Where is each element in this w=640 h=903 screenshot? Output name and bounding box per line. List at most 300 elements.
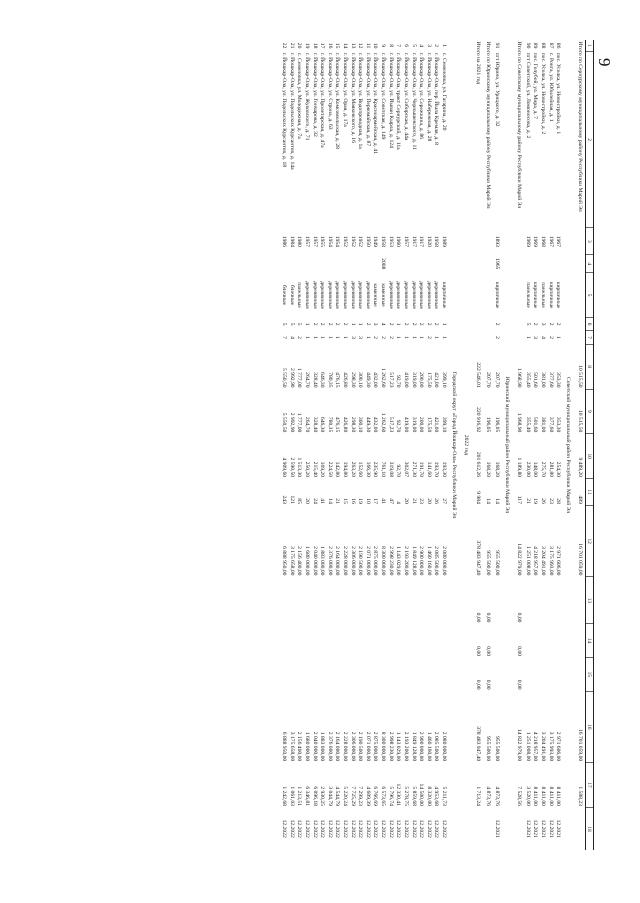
table-cell: 2 998 230,00 [387,731,394,762]
table-cell: 2 998 230,00 [387,546,394,576]
column-number: 8 [585,344,593,389]
table-cell: 12.2021 [524,819,531,838]
table-cell: 2008 [380,258,387,270]
column-number: 7 [585,331,593,344]
table-cell [440,255,448,273]
table-cell: 47 [387,498,394,504]
table-cell [547,624,555,658]
table-cell: 5 550,50 [281,367,288,388]
table-cell: 1957 [311,235,318,247]
table-cell: 1 [524,336,531,339]
table-cell: 5 550,50 [281,412,288,433]
table-cell: 2 930,25 [319,786,326,806]
table-cell: 1 [319,336,326,339]
table-cell: 1989 [440,235,447,247]
table-cell: 1952 [342,235,349,247]
table-cell: 1952 [357,235,364,247]
table-row [371,40,379,850]
table-cell: 955 500,00 [494,550,501,576]
table-cell: 12.2021 [494,819,501,838]
table-cell: деревянные [425,281,432,310]
table-cell: 86 [555,42,562,49]
table-cell [440,658,448,692]
table-cell: 12.2022 [326,819,333,838]
table-cell: 1949 [372,235,379,247]
table-cell [531,577,539,624]
table-cell: 2 085 500,00 [433,546,440,576]
column-number: 12 [585,505,593,577]
table-cell [280,577,288,624]
total-cell [483,317,493,330]
table-cell [311,658,319,692]
table-cell [425,624,433,658]
table-row [379,40,387,850]
table-row [364,40,372,850]
table-cell [554,255,562,273]
total-cell: 10 515,50 [576,365,583,388]
column-number: 1 [585,40,593,51]
table-cell: 2 [433,44,440,47]
table-cell [326,624,334,658]
table-cell: 5 859,68 [410,786,417,806]
table-cell: 92,70 [395,374,402,388]
table-cell: 501,60 [532,372,539,388]
table-cell [341,658,349,692]
table-cell: 263,20 [349,461,356,478]
table-cell: 399,10 [440,416,447,433]
total-cell: 1 588,23 [576,786,583,806]
total-cell [574,331,585,344]
table-cell: 1 [304,322,311,326]
table-cell: 19 [304,42,311,49]
table-cell: 2 [296,336,303,339]
table-cell: 89 [532,42,539,49]
total-row [472,40,482,850]
table-cell: 449,30 [364,372,371,388]
table-cell: 8 411,00 [555,786,562,806]
table-cell: деревянные [357,281,364,310]
table-cell: 2 [425,336,432,339]
table-cell [349,658,357,692]
table-cell: 2 306 000,00 [349,546,356,576]
table-cell: 5 211,73 [440,786,447,806]
table-cell: 298,30 [349,416,356,433]
total-cell [513,228,523,255]
table-row [333,40,341,850]
table-cell: 14 [494,498,501,504]
table-cell [402,255,410,273]
table-cell: 2 228 000,00 [342,546,349,576]
table-cell: 1 [440,322,447,326]
table-cell: 12.2022 [402,819,409,838]
table-cell: 2 900 000,00 [418,546,425,576]
table-cell: 2 [555,322,562,326]
total-cell [513,807,523,850]
table-cell: 12.2022 [364,819,371,838]
table-cell: 17 [372,498,379,504]
table-cell [417,255,425,273]
table-cell: 1 849 128,00 [410,546,417,576]
table-cell: 1 061,03 [288,786,295,806]
table-cell [531,658,539,692]
table-row [410,40,418,850]
table-cell: 2 156 400,00 [296,546,303,576]
table-row [311,40,319,850]
table-cell: 12.2021 [547,819,554,838]
section-title-row [460,40,472,850]
table-cell: 166,30 [364,461,371,478]
table-cell [410,577,418,624]
address-cell: г. Йошкар-Ола, ул. Орая, д. 17a [342,52,349,127]
table-cell: 2 [372,336,379,339]
column-number: 13 [585,577,593,624]
address-cell: г. Йошкар-Ола, ул. Йыван Кырла, д. 124 [387,52,394,148]
table-cell: 1958 [380,235,387,247]
table-cell: 1 251 008,00 [524,546,531,576]
table-cell: 1953 [387,235,394,247]
table-cell: 5 [288,322,295,326]
total-cell: 0,00 [474,646,481,657]
table-cell: 2 [334,322,341,326]
address-cell: г. Йошкар-Ола, ул. Подольских Курсантов, д. 18 [281,52,288,168]
table-row [280,40,288,850]
table-cell: 12.2022 [288,819,295,838]
table-cell: 2 [326,322,333,326]
table-cell [531,255,539,273]
table-cell: 91 [494,42,501,49]
table-cell: 328,40 [311,372,318,388]
total-cell: 1 189,80 [515,457,522,478]
table-cell: деревянные [319,281,326,310]
total-cell: 378 483 947,40 [474,726,481,762]
table-cell [371,255,379,273]
table-cell: 2 080 000,00 [440,731,447,762]
table-cell: деревянные [402,281,409,310]
table-cell: 2 [418,322,425,326]
total-cell [513,273,523,318]
section-title: Советский муниципальный район Республики Марий Эл [565,376,572,513]
total-cell: 7 528,56 [515,786,522,806]
table-cell: 12.2022 [440,819,447,838]
table-cell [432,624,440,658]
total-cell [472,255,482,273]
address-cell: пос. Усолка, ул. Новостройки, д. 2 [539,52,546,135]
address-cell: г. Йошкар-Ола, ул. Советская, д. 149 [380,52,387,140]
table-cell: 12 [357,42,364,49]
table-cell [311,577,319,624]
table-cell: 2 [402,322,409,326]
table-cell: 2 376 000,00 [326,546,333,576]
table-cell [295,577,303,624]
total-cell [483,331,493,344]
table-cell: 3 175 993,00 [547,546,554,576]
table-row [524,40,532,850]
table-cell: 1965 [494,258,501,270]
table-cell [326,658,334,692]
table-cell: каменные [372,283,379,307]
table-cell: 399,10 [440,372,447,388]
total-cell [483,255,493,273]
table-cell: 353,30 [555,372,562,388]
table-cell [349,624,357,658]
table-cell: 1 [395,336,402,339]
table-cell: 1 883 000,00 [319,546,326,576]
page-number: 9 [595,58,614,67]
table-cell [417,624,425,658]
table-cell: 1 [342,336,349,339]
total-row [483,40,493,850]
total-row [574,40,585,850]
table-cell: 18 [311,42,318,49]
table-cell: 20 [304,498,311,504]
table-cell [371,577,379,624]
table-cell: деревянные [395,281,402,310]
table-cell: 1917 [418,235,425,247]
table-cell [356,658,364,692]
table-cell [394,255,402,273]
table-cell [539,658,547,692]
table-cell: деревянные [349,281,356,310]
column-number-header [585,40,593,850]
address-cell: г. Йошкар-Ола, ул. Красноармейская, д. 41 [372,52,379,155]
table-row [417,40,425,850]
total-cell [472,317,482,330]
table-cell: 1986 [281,235,288,247]
table-cell: 1969 [524,235,531,247]
table-cell [493,658,501,692]
table-cell: 281,80 [547,461,554,478]
table-cell: деревянные [334,281,341,310]
total-row [513,40,523,850]
table-cell: 254,30 [555,461,562,478]
table-cell: 780,35 [326,372,333,388]
table-cell [425,255,433,273]
column-number: 14 [585,624,593,658]
table-cell: 2 [311,322,318,326]
table-cell [554,577,562,624]
table-cell [303,577,311,624]
table-cell: 12.2022 [342,819,349,838]
table-cell: 6 888 950,00 [281,546,288,576]
table-cell: 2 875 000,00 [372,731,379,762]
table-cell: 12.2022 [380,819,387,838]
section-title-row [501,40,513,850]
table-cell: 1 [440,44,447,47]
table-cell [288,658,296,692]
table-body [280,40,593,850]
table-cell [364,658,372,692]
table-cell: 169,20 [319,461,326,478]
table-cell: 2 306 000,00 [349,731,356,762]
table-cell [341,577,349,624]
table-row [554,40,562,850]
table-cell: 12.2021 [539,819,546,838]
table-cell [303,624,311,658]
table-cell: 1 [418,336,425,339]
column-number: 10 [585,434,593,479]
table-cell: 2 900 000,00 [418,731,425,762]
table-cell [326,255,334,273]
table-cell: 300,10 [357,372,364,388]
table-row [493,40,501,850]
total-cell: 207,70 [485,372,492,388]
table-cell: 3 [532,336,539,339]
total-cell: 9 984 [474,491,481,504]
table-cell: 6 096,18 [311,786,318,806]
table-cell: деревянные [342,281,349,310]
table-cell: 168,20 [494,461,501,478]
table-cell: 377,60 [547,416,554,433]
table-cell: деревянные [326,281,333,310]
table-cell: 1967 [547,235,554,247]
table-cell: 243 [281,495,288,504]
table-cell: 5 [524,322,531,326]
total-cell: 9 489,20 [576,457,583,478]
table-cell: 1 262,60 [380,412,387,433]
address-cell: г. Йошкар-Ола, ул. Гончарова, д. 32 [311,52,318,137]
table-cell [295,658,303,692]
table-cell: 3 204 491,00 [539,546,546,576]
table-cell: 1 [395,322,402,326]
address-cell: г. Йошкар-Ола, тракт Сернурский, д. 11a [395,52,402,150]
total-cell: 0,00 [485,679,492,690]
column-number: 15 [585,658,593,692]
table-cell: 12.2022 [319,819,326,838]
table-cell: 2 [364,322,371,326]
table-cell: 121 [288,495,295,504]
table-cell: 1 [304,336,311,339]
total-cell [574,317,585,330]
total-cell: 14 822 979,00 [515,729,522,762]
table-cell: 1 [433,336,440,339]
table-cell: 1960 [395,235,402,247]
table-cell: панельные [524,282,531,308]
table-cell: 2 193 200,00 [402,731,409,762]
table-cell: 319,00 [410,372,417,388]
table-cell: 11 [364,42,371,49]
address-cell: г. Йошкар-Ола, ул. Первомайская, д. 87 [364,52,371,147]
table-cell: панельные [296,282,303,308]
table-cell: 355,40 [524,416,531,433]
table-cell: 2 071 000,00 [364,731,371,762]
table-cell [440,577,448,624]
table-cell [524,658,532,692]
table-cell: 5 796,74 [387,786,394,806]
table-cell: 2 [547,322,554,326]
table-cell: 1 143 029,00 [395,546,402,576]
table-cell [288,624,296,658]
table-row [326,40,334,850]
column-number: 17 [585,763,593,808]
table-cell: 319,00 [410,416,417,433]
table-row [531,40,539,850]
table-cell: 196,05 [494,416,501,433]
table-cell: 3 520,00 [524,786,531,806]
total-label: Итого по Сернурскому муниципальному району Республики Марий Эл [576,41,583,212]
table-cell: 3 [357,336,364,339]
address-cell: пос. Голубой, ул. Мира, д. 7 [532,52,539,119]
table-cell: деревянные [304,281,311,310]
total-cell: 0,00 [515,646,522,657]
table-cell [387,658,395,692]
total-cell: 14 822 979,00 [515,543,522,576]
table-cell: 21 [334,498,341,504]
table-cell [524,577,532,624]
table-cell: 7 [395,44,402,47]
total-cell [472,331,482,344]
table-cell [394,624,402,658]
table-cell: деревянные [433,281,440,310]
column-number: 9 [585,389,593,434]
total-cell: 489 [576,495,583,504]
capital-repair-table [280,40,594,850]
table-cell: 12.2022 [372,819,379,838]
table-cell: 646,30 [319,416,326,433]
table-cell [318,255,326,273]
table-cell: 1957 [402,235,409,247]
table-cell: 2 040 000,00 [311,546,318,576]
table-cell [371,624,379,658]
table-cell: 16 [349,498,356,504]
total-cell [483,228,493,255]
table-cell: 449,30 [364,416,371,433]
total-cell: 0,00 [474,612,481,623]
table-cell [288,255,296,273]
table-cell [402,577,410,624]
table-cell [425,577,433,624]
table-cell: 5 [410,44,417,47]
table-cell: 2 [387,336,394,339]
table-cell [432,255,440,273]
table-cell: 3 175 658,00 [288,546,295,576]
total-cell [513,317,523,330]
column-number: 3 [585,228,593,255]
table-cell: 20 [402,498,409,504]
table-cell: 148,00 [532,461,539,478]
table-cell: 2 [547,336,554,339]
column-number: 6 [585,317,593,330]
table-cell: 15 [334,42,341,49]
total-cell: 1 713,24 [474,786,481,806]
table-cell: кирпичные [494,281,501,309]
table-row [318,40,326,850]
table-cell: 2 164 000,00 [334,546,341,576]
table-cell [333,577,341,624]
table-cell [402,658,410,692]
table-cell: 12.2021 [532,819,539,838]
table-cell: 1 213,51 [296,786,303,806]
table-cell: деревянные [410,281,417,310]
total-cell: 0,00 [515,612,522,623]
address-cell: г. Йошкар-Ола, ул. Подольских Курсантов, д. 14a [288,52,295,170]
table-cell: 200,00 [418,372,425,388]
table-cell: 328,40 [311,416,318,433]
table-cell: 2 193 200,00 [402,546,409,576]
table-cell: 2 [319,322,326,326]
table-cell: 1968 [539,235,546,247]
table-cell: деревянные [387,281,394,310]
table-cell: 152,60 [357,461,364,478]
table-cell: 5 [296,322,303,326]
table-cell: 275,70 [539,461,546,478]
table-cell: 517,23 [387,372,394,388]
table-cell [531,624,539,658]
table-cell: деревянные [364,281,371,310]
table-cell [333,658,341,692]
table-cell: 12.2022 [281,819,288,838]
table-cell: 26 [539,498,546,504]
table-cell [554,624,562,658]
